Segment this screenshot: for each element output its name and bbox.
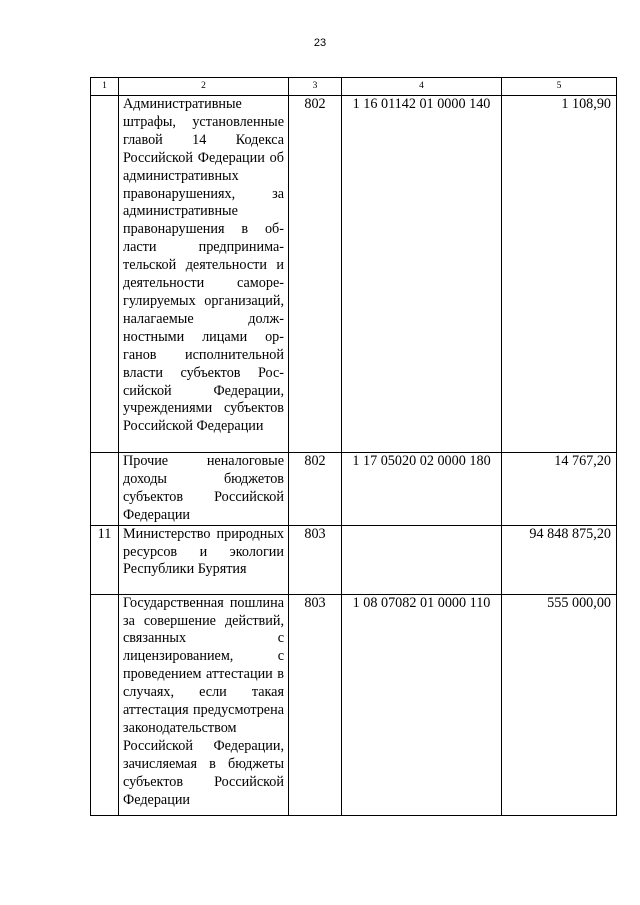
row-number-cell — [91, 594, 119, 815]
row-number-cell: 11 — [91, 525, 119, 594]
row-admin-code-cell: 803 — [289, 594, 342, 815]
row-number-cell — [91, 96, 119, 453]
row-name-cell: Министерство природных ресурсов и экологии Республики Бурятия — [119, 525, 289, 594]
row-admin-code-cell: 802 — [289, 453, 342, 526]
table-row — [91, 525, 617, 594]
header-cell-4: 4 — [342, 78, 502, 96]
table-row — [91, 594, 617, 815]
row-number-cell — [91, 453, 119, 526]
row-name-cell: Прочие неналоговые доходы бюджетов субъектов Российской Федерации — [119, 453, 289, 526]
row-kbk-cell: 1 08 07082 01 0000 110 — [342, 594, 502, 815]
page-number: 23 — [313, 37, 327, 49]
table-header-row — [91, 78, 617, 96]
header-cell-2: 2 — [119, 78, 289, 96]
header-cell-3: 3 — [289, 78, 342, 96]
row-kbk-cell: 1 17 05020 02 0000 180 — [342, 453, 502, 526]
row-amount-cell: 555 000,00 — [502, 594, 617, 815]
header-cell-5: 5 — [502, 78, 617, 96]
row-amount-cell: 94 848 875,20 — [502, 525, 617, 594]
revenue-table — [90, 77, 617, 816]
row-name-cell: Государственная пошлина за совершение действий, связанных с лицензированием, с проведением аттестации в случаях, если такая аттестация предусмотрена законодательством Российской Федерации, зачисляемая в бюджеты субъектов Российской Федерации — [119, 594, 289, 815]
table-row — [91, 96, 617, 453]
row-admin-code-cell: 803 — [289, 525, 342, 594]
row-kbk-cell: 1 16 01142 01 0000 140 — [342, 96, 502, 453]
row-name-cell: Административные штрафы, установленные главой 14 Кодекса Российской Федерации об административных правонарушениях, за административные правонарушения в области предпринимательской деятельности и деятельности саморегулируемых организаций, налагаемые должностными лицами органов исполнительной власти субъектов Российской Федерации, учреждениями субъектов Российской Федерации — [119, 96, 289, 453]
table-row — [91, 453, 617, 526]
header-cell-1: 1 — [91, 78, 119, 96]
row-admin-code-cell: 802 — [289, 96, 342, 453]
row-kbk-cell — [342, 525, 502, 594]
row-amount-cell: 1 108,90 — [502, 96, 617, 453]
row-amount-cell: 14 767,20 — [502, 453, 617, 526]
